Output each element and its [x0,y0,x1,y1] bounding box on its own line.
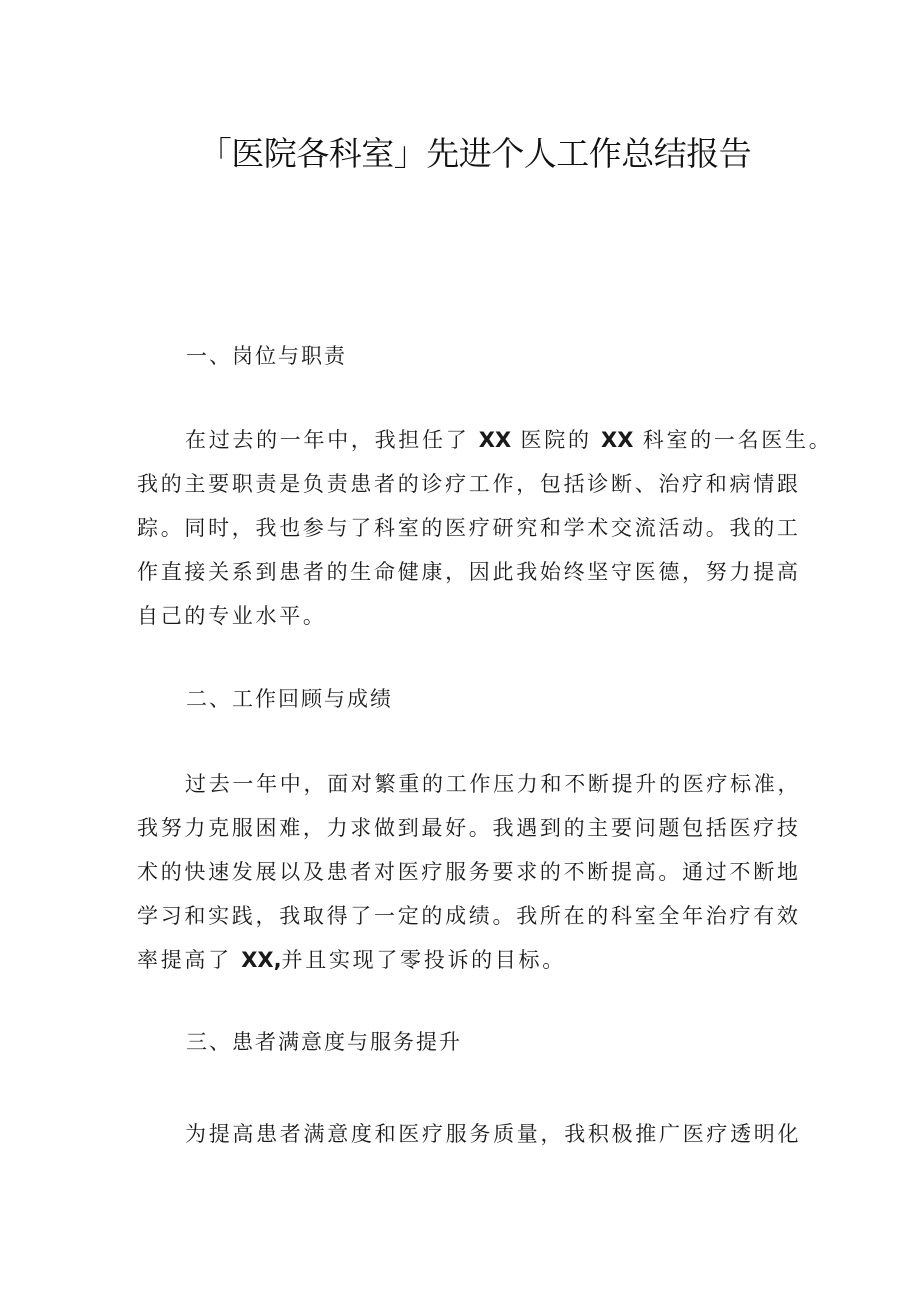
paragraph-line: 在过去的一年中，我担任了 XX 医院的 XX 科室的一名医生。 [185,428,833,452]
paragraph-line: 我的主要职责是负责患者的诊疗工作，包括诊断、治疗和病情跟 [137,472,801,496]
paragraph-line: 自己的专业水平。 [137,604,327,628]
section-paragraph-2 [137,762,802,982]
paragraph-line: 过去一年中，面对繁重的工作压力和不断提升的医疗标准， [185,772,802,796]
document-title: 「医院各科室」先进个人工作总结报告 [198,134,752,173]
section-heading-1: 一、岗位与职责 [186,344,347,368]
paragraph-line: 率提高了 XX,并且实现了零投诉的目标。 [137,948,566,972]
paragraph-line: 我努力克服困难，力求做到最好。我遇到的主要问题包括医疗技 [137,816,801,840]
section-paragraph-3 [137,1112,802,1156]
paragraph-line: 为提高患者满意度和医疗服务质量，我积极推广医疗透明化 [185,1122,802,1146]
paragraph-line: 踪。同时，我也参与了科室的医疗研究和学术交流活动。我的工 [137,516,801,540]
section-heading-2: 二、工作回顾与成绩 [186,687,393,711]
section-heading-3: 三、患者满意度与服务提升 [186,1030,462,1054]
section-paragraph-1 [137,418,833,638]
paragraph-line: 作直接关系到患者的生命健康，因此我始终坚守医德，努力提高 [137,560,801,584]
paragraph-line: 术的快速发展以及患者对医疗服务要求的不断提高。通过不断地 [137,860,801,884]
paragraph-line: 学习和实践，我取得了一定的成绩。我所在的科室全年治疗有效 [137,904,801,928]
